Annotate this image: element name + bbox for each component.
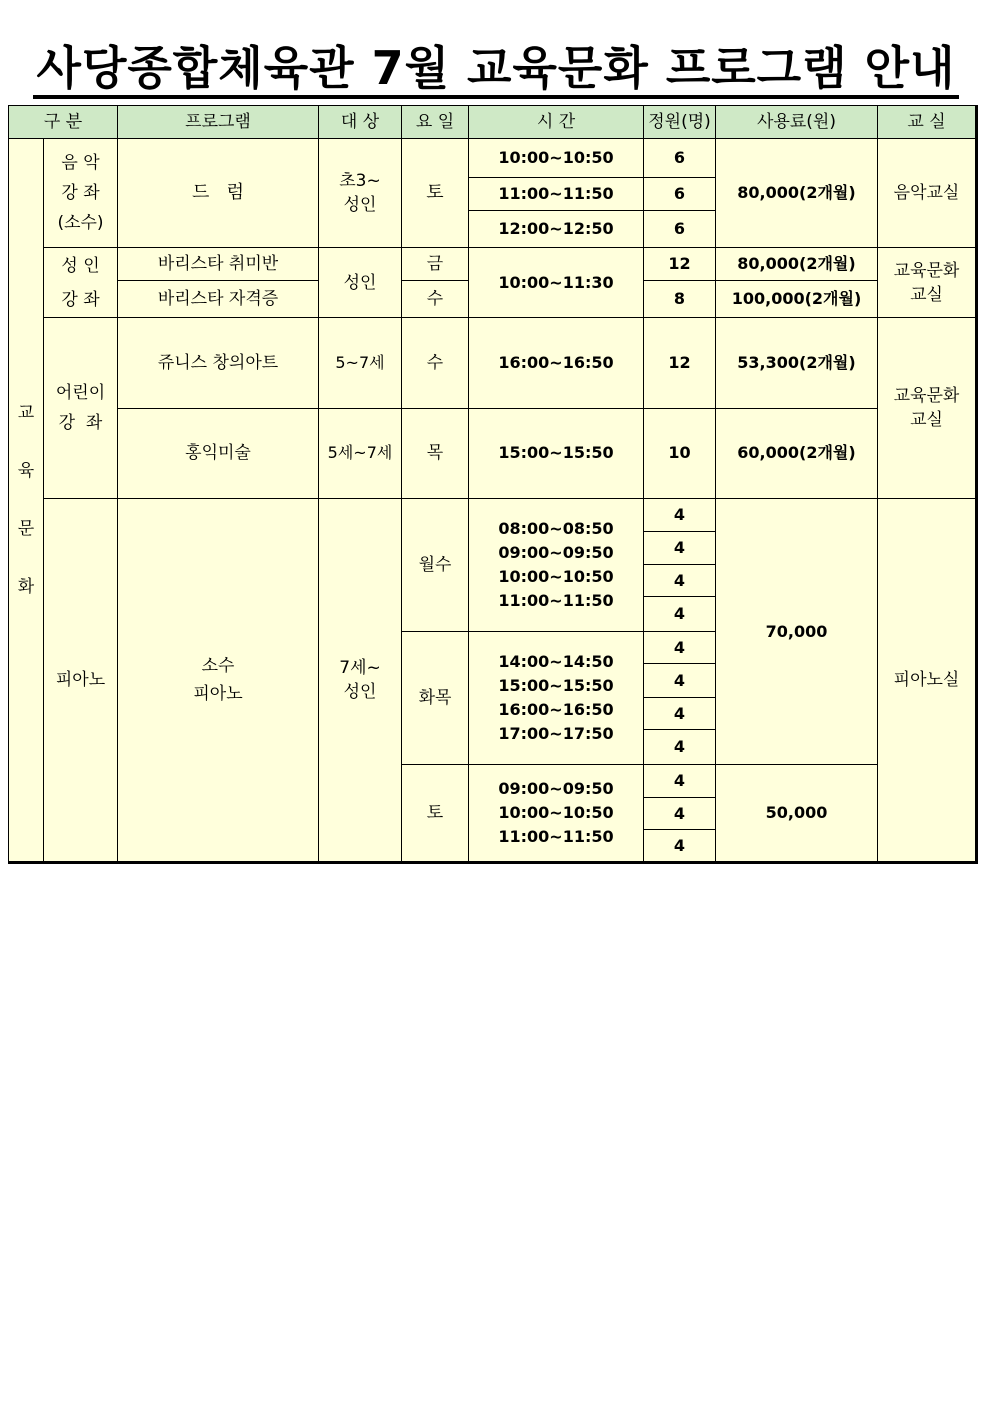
- piano-day-sat: 토: [402, 765, 469, 863]
- header-category: 구 분: [9, 106, 118, 139]
- piano-capacity: 4: [644, 597, 716, 632]
- piano-category: 피아노: [44, 499, 118, 863]
- adult-fee-1: 80,000(2개월): [716, 248, 878, 281]
- music-category: 음 악 강 좌 (소수): [44, 139, 118, 248]
- child-room: 교육문화 교실: [878, 318, 977, 499]
- piano-room: 피아노실: [878, 499, 977, 863]
- music-capacity-3: 6: [644, 211, 716, 248]
- child-day-1: 수: [402, 318, 469, 409]
- piano-fee-sat: 50,000: [716, 765, 878, 863]
- child-target-1: 5~7세: [319, 318, 402, 409]
- adult-target: 성인: [319, 248, 402, 318]
- piano-capacity: 4: [644, 632, 716, 664]
- adult-room: 교육문화 교실: [878, 248, 977, 318]
- piano-day-tuethu: 화목: [402, 632, 469, 765]
- child-time-1: 16:00~16:50: [469, 318, 644, 409]
- adult-day-1: 금: [402, 248, 469, 281]
- adult-program-2: 바리스타 자격증: [118, 281, 319, 318]
- program-schedule-table: [8, 105, 978, 864]
- piano-fee-weekday: 70,000: [716, 499, 878, 765]
- piano-capacity: 4: [644, 830, 716, 863]
- music-fee: 80,000(2개월): [716, 139, 878, 248]
- header-row: [9, 106, 977, 139]
- child-program-1: 쥬니스 창의아트: [118, 318, 319, 409]
- adult-capacity-1: 12: [644, 248, 716, 281]
- music-time-2: 11:00~11:50: [469, 178, 644, 211]
- child-fee-1: 53,300(2개월): [716, 318, 878, 409]
- piano-capacity: 4: [644, 698, 716, 730]
- adult-category: 성 인 강 좌: [44, 248, 118, 318]
- child-day-2: 목: [402, 408, 469, 499]
- piano-capacity: 4: [644, 730, 716, 765]
- piano-capacity: 4: [644, 765, 716, 798]
- adult-time: 10:00~11:30: [469, 248, 644, 318]
- child-capacity-2: 10: [644, 408, 716, 499]
- piano-capacity: 4: [644, 798, 716, 830]
- child-category: 어린이 강 좌: [44, 318, 118, 499]
- piano-times-monwed: 08:00~08:50 09:00~09:50 10:00~10:50 11:00~11:50: [469, 499, 644, 632]
- table-row: [9, 139, 977, 178]
- piano-capacity: 4: [644, 565, 716, 597]
- header-room: 교 실: [878, 106, 977, 139]
- header-capacity: 정원(명): [644, 106, 716, 139]
- music-capacity-2: 6: [644, 178, 716, 211]
- table-row: [9, 499, 977, 532]
- piano-capacity: 4: [644, 664, 716, 698]
- piano-times-sat: 09:00~09:50 10:00~10:50 11:00~11:50: [469, 765, 644, 863]
- adult-day-2: 수: [402, 281, 469, 318]
- adult-program-1: 바리스타 취미반: [118, 248, 319, 281]
- piano-program: 소수 피아노: [118, 499, 319, 863]
- child-capacity-1: 12: [644, 318, 716, 409]
- header-target: 대 상: [319, 106, 402, 139]
- table-row: [9, 318, 977, 409]
- header-time: 시 간: [469, 106, 644, 139]
- adult-fee-2: 100,000(2개월): [716, 281, 878, 318]
- child-program-2: 홍익미술: [118, 408, 319, 499]
- child-time-2: 15:00~15:50: [469, 408, 644, 499]
- header-day: 요 일: [402, 106, 469, 139]
- piano-target: 7세~ 성인: [319, 499, 402, 863]
- child-target-2: 5세~7세: [319, 408, 402, 499]
- music-room: 음악교실: [878, 139, 977, 248]
- table-row: [9, 248, 977, 281]
- adult-capacity-2: 8: [644, 281, 716, 318]
- header-fee: 사용료(원): [716, 106, 878, 139]
- music-day: 토: [402, 139, 469, 248]
- piano-times-tuethu: 14:00~14:50 15:00~15:50 16:00~16:50 17:00~17:50: [469, 632, 644, 765]
- child-fee-2: 60,000(2개월): [716, 408, 878, 499]
- piano-capacity: 4: [644, 532, 716, 565]
- music-target: 초3~ 성인: [319, 139, 402, 248]
- page-title: 사당종합체육관 7월 교육문화 프로그램 안내: [0, 38, 992, 99]
- piano-day-monwed: 월수: [402, 499, 469, 632]
- group-label-education-culture: 교 육 문 화: [9, 139, 44, 863]
- header-program: 프로그램: [118, 106, 319, 139]
- piano-capacity: 4: [644, 499, 716, 532]
- music-time-3: 12:00~12:50: [469, 211, 644, 248]
- music-time-1: 10:00~10:50: [469, 139, 644, 178]
- table-row: [9, 408, 977, 499]
- music-capacity-1: 6: [644, 139, 716, 178]
- music-program: 드 럼: [118, 139, 319, 248]
